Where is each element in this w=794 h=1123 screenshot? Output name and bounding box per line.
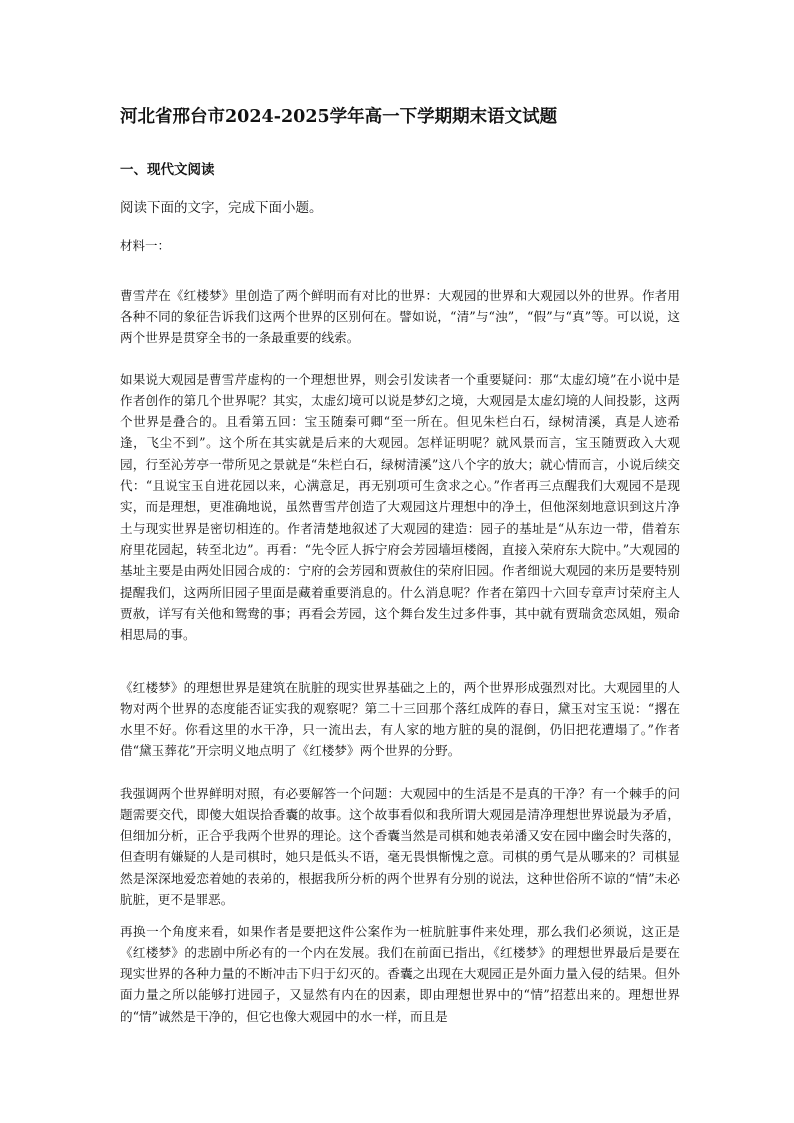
section-heading: 一、现代文阅读	[120, 162, 215, 178]
paragraph-1: 曹雪芹在《红楼梦》里创造了两个鲜明而有对比的世界：大观园的世界和大观园以外的世界。作者用各种不同的象征告诉我们这两个世界的区别何在。譬如说，“清”与“浊”，“假”与“真”等。可以说，这两个世界是贯穿全书的一条最重要的线索。	[120, 287, 680, 346]
material-label: 材料一：	[120, 238, 171, 253]
paragraph-2: 如果说大观园是曹雪芹虚构的一个理想世界，则会引发读者一个重要疑问：那“太虚幻境”在小说中是作者创作的第几个世界呢？其实，太虚幻境可以说是梦幻之境，大观园是太虚幻境的人间投影，这两个世界是叠合的。且看第五回：宝玉随秦可卿“至一所在。但见朱栏白石，绿树清溪，真是人迹希逢，飞尘不到”。这个所在其实就是后来的大观园。怎样证明呢？就风景而言，宝玉随贾政入大观园，行至沁芳亭一带所见之景就是“朱栏白石，绿树清溪”这八个字的放大；就心情而言，小说后续交代：“且说宝玉自进花园以来，心满意足，再无别项可生贪求之心。”作者再三点醒我们大观园不是现实，而是理想，更准确地说，虽然曹雪芹创造了大观园这片理想中的净土，但他深刻地意识到这片净土与现实世界是密切相连的。作者清楚地叙述了大观园的建造：园子的基址是“从东边一带，借着东府里花园起，转至北边”。再看：“先令匠人拆宁府会芳园墙垣楼阁，直接入荣府东大院中。”大观园的基址主要是由两处旧园合成的：宁府的会芳园和贾赦住的荣府旧园。作者细说大观园的来历是要特别提醒我们，这两所旧园子里面是藏着重要消息的。什么消息呢？作者在第四十六回专章声讨荣府主人贾赦，详写有关他和鸳鸯的事；再看会芳园，这个舞台发生过多件事，其中就有贾瑞贪恋凤姐，殒命相思局的事。	[120, 371, 680, 643]
page-title: 河北省邢台市2024-2025学年高一下学期期末语文试题	[120, 107, 558, 127]
paragraph-4: 我强调两个世界鲜明对照，有必要解答一个问题：大观园中的生活是不是真的干净？有一个棘手的问题需要交代，即傻大姐误拾香囊的故事。这个故事看似和我所谓大观园是清净理想世界说最为矛盾，但细加分析，正合乎我两个世界的理论。这个香囊当然是司棋和她表弟潘又安在园中幽会时失落的，但查明有嫌疑的人是司棋时，她只是低头不语，毫无畏惧惭愧之意。司棋的勇气是从哪来的？司棋显然是深深地爱恋着她的表弟的，根据我所分析的两个世界有分别的说法，这种世俗所不谅的“情”未必肮脏，更不是罪恶。	[120, 785, 680, 908]
paragraph-5: 再换一个角度来看，如果作者是要把这件公案作为一桩肮脏事件来处理，那么我们必须说，这正是《红楼梦》的悲剧中所必有的一个内在发展。我们在前面已指出，《红楼梦》的理想世界最后是要在现实世界的各种力量的不断冲击下归于幻灭的。香囊之出现在大观园正是外面力量入侵的结果。但外面力量之所以能够打进园子，又显然有内在的因素，即由理想世界中的“情”招惹出来的。理想世界的“情”诚然是干净的，但它也像大观园中的水一样，而且是	[120, 923, 680, 1024]
instruction-text: 阅读下面的文字，完成下面小题。	[120, 200, 323, 216]
paragraph-3: 《红楼梦》的理想世界是建筑在肮脏的现实世界基础之上的，两个世界形成强烈对比。大观园里的人物对两个世界的态度能否证实我的观察呢？第二十三回那个落红成阵的春日，黛玉对宝玉说：“撂在水里不好。你看这里的水干净，只一流出去，有人家的地方脏的臭的混倒，仍旧把花遭塌了。”作者借“黛玉葬花”开宗明义地点明了《红楼梦》两个世界的分野。	[120, 679, 680, 759]
